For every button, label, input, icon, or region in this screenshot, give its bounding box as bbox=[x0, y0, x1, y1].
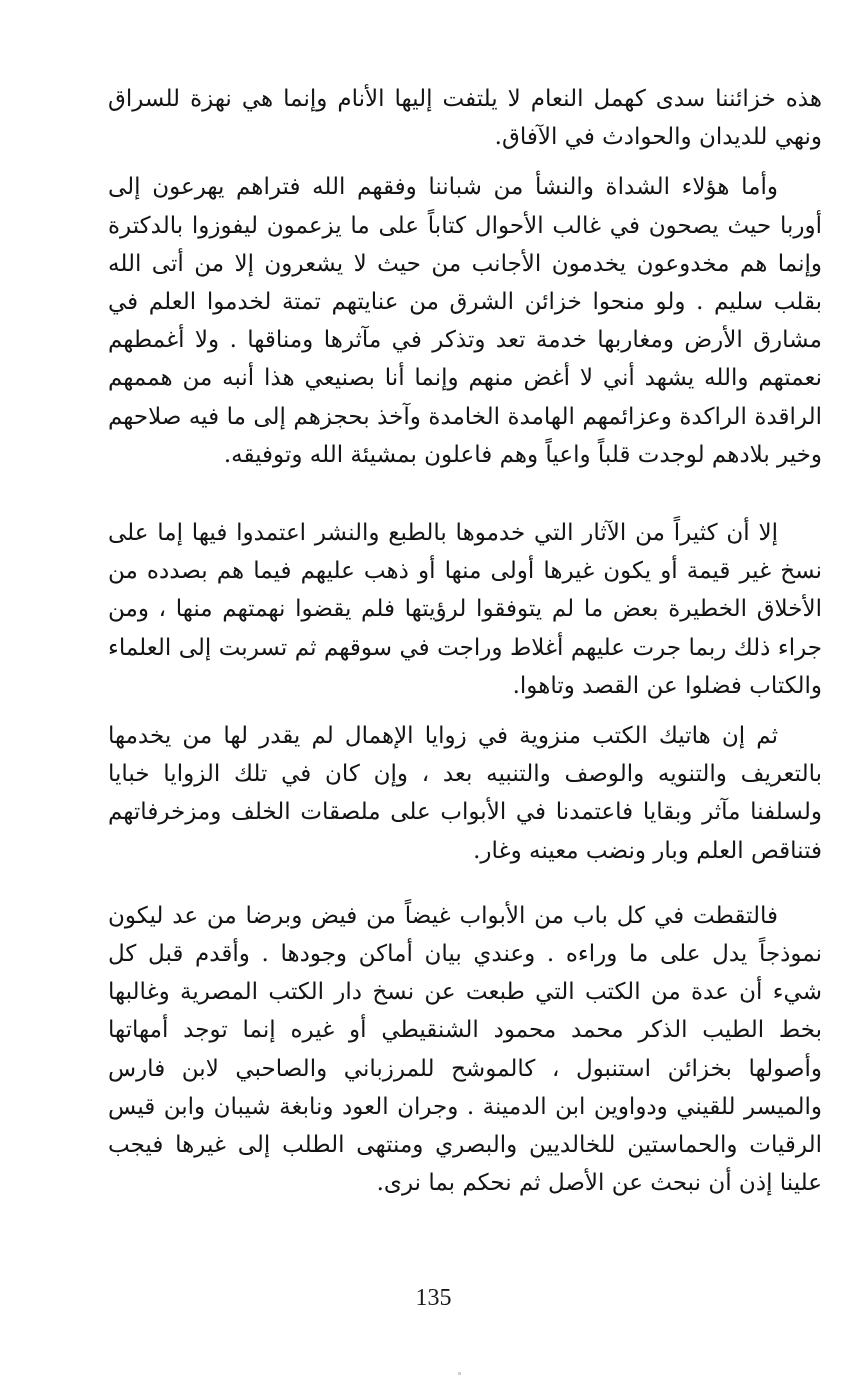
paragraph-4: ثم إن هاتيك الكتب منزوية في زوايا الإهمال لم يقدر لها من يخدمها بالتعريف والتنويه والوصف والتنبيه بعد ، وإن كان في تلك الزوايا خبايا ولسلفنا مآثر وبقايا فاعتمدنا في الأبواب على ملصقات الخلف ومزخرفاتهم فتناقص العلم وبار ونضب معينه وغار. bbox=[108, 723, 822, 864]
paragraph-3: إلا أن كثيراً من الآثار التي خدموها بالطبع والنشر اعتمدوا فيها إما على نسخ غير قيمة أو يكون غيرها أولى منها أو ذهب عليهم فيما هم بصدده من الأخلاق الخطيرة بعض ما لم يتوفقوا لرؤيتها فلم يقضوا نهمتهم منها ، ومن جراء ذلك ربما جرت عليهم أغلاط وراجت في سوقهم ثم تسربت إلى العلماء والكتاب فضلوا عن القصد وتاهوا. bbox=[108, 520, 822, 699]
paragraph-5: فالتقطت في كل باب من الأبواب غيضاً من فيض وبرضا من عد ليكون نموذجاً يدل على ما وراءه . وعندي بيان أماكن وجودها . وأقدم قبل كل شيء أن عدة من الكتب التي طبعت عن نسخ دار الكتب المصرية وغالبها بخط الطيب الذكر محمد محمود الشنقيطي أو غيره إنما توجد أمهاتها وأصولها بخزائن استنبول ، كالموشح للمرزباني والصاحبي لابن فارس والميسر للقيني ودواوين ابن الدمينة . وجران العود ونابغة شيبان وابن قيس الرقيات والحماستين للخالديين والبصري ومنتهى الطلب إلى غيرها فيجب علينا إذن أن نبحث عن الأصل ثم نحكم بما نرى. bbox=[108, 902, 822, 1197]
paragraph-1: هذه خزائننا سدى كهمل النعام لا يلتفت إليها الأنام وإنما هي نهزة للسراق ونهي للديدان والحوادث في الآفاق. bbox=[108, 86, 822, 151]
scan-speck bbox=[458, 1372, 461, 1375]
page-number: 135 bbox=[415, 1285, 452, 1311]
paragraph-2: وأما هؤلاء الشداة والنشأ من شباننا وفقهم الله فتراهم يهرعون إلى أوربا حيث يصحون في غالب الأحوال كتاباً على ما يزعمون ليفوزوا بالدكترة وإنما هم مخدوعون يخدمون الأجانب من حيث لا يشعرون إلا من أتى الله بقلب سليم . ولو منحوا خزائن الشرق من عنايتهم تمتة لخدموا العلم في مشارق الأرض ومغاربها خدمة تعد وتذكر في مآثرها ومناقها . ولا أغمطهم نعمتهم والله يشهد أني لا أغض منهم وإنما أنا بصنيعي هذا أنبه من هممهم الراقدة الراكدة وعزائمهم الهامدة الخامدة وآخذ بحجزهم إلى ما فيه صلاحهم وخير بلادهم لوجدت قلباً واعياً وهم فاعلون بمشيئة الله وتوفيقه. bbox=[108, 174, 822, 468]
body-text bbox=[108, 80, 822, 1202]
